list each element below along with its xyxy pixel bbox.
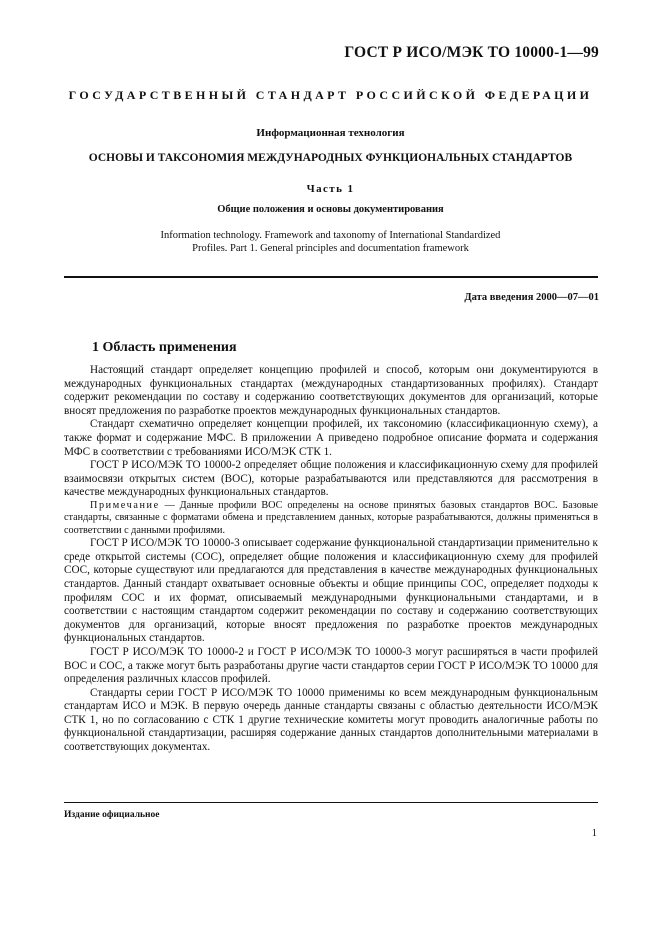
english-title-line-1: Information technology. Framework and taxonomy of International Standardized xyxy=(160,230,501,241)
part-title: Общие положения и основы документирования xyxy=(217,204,444,215)
edition-label: Издание официальное xyxy=(64,810,160,820)
paragraph: Настоящий стандарт определяет концепцию профилей и способ, которым они документируются в международных функциональных стандартах (международных стандартизованных профилях). Стандарт содержит рекомендации по составу и содержанию соответствующих документов для организаций, которые вносят предложения по разработке проектов международных функциональных стандартов. xyxy=(64,364,598,417)
english-title xyxy=(0,229,661,255)
footer-divider xyxy=(64,802,598,803)
note-paragraph xyxy=(64,500,598,537)
note-text: — Данные профили ВОС определены на основе принятых базовых стандартов ВОС. Базовые стандарты, связанные с форматами обмена и представлением данных, которые разрабатываются, должны применяться в соответствии с данными профилями. xyxy=(64,499,598,536)
page-number: 1 xyxy=(591,828,597,839)
paragraph: ГОСТ Р ИСО/МЭК ТО 10000-3 описывает содержание функциональной стандартизации применительно к среде открытой системы (СОС), определяет общие положения и классификационную схему для профилей СОС, которые существуют или предлагаются для представления в качестве международных функциональных стандартов. Данный стандарт охватывает основные объекты и общие принципы СОС, определяет подходы к профилям СОС и их формат, описываемый международными функциональными стандартами, и в соответствии с настоящим стандартом содержит рекомендации по составу и содержанию соответствующих документов для организаций, которые вносят предложения по разработке проектов международных функциональных стандартов. xyxy=(64,537,598,645)
date-introduced: Дата введения 2000—07—01 xyxy=(464,292,599,303)
note-label: Примечание xyxy=(90,499,160,511)
english-title-line-2: Profiles. Part 1. General principles and documentation framework xyxy=(192,243,469,254)
paragraph: Стандарты серии ГОСТ Р ИСО/МЭК ТО 10000 применимы ко всем международным функциональным стандартам ИСО и МЭК. В первую очередь данные стандарты связаны с областью деятельности ИСО/МЭК СТК 1, но по согласованию с СТК 1 другие технические комитеты могут проводить аналогичные работы по функциональной стандартизации, расширяя содержание данных стандартов дополнительными материалами в соответствующих документах. xyxy=(64,686,598,754)
paragraph: ГОСТ Р ИСО/МЭК ТО 10000-2 определяет общие положения и классификационную схему для профилей взаимосвязи открытых систем (ВОС), которые разрабатываются или представляются для рассмотрения в качестве международных функциональных стандартов. xyxy=(64,459,598,499)
paragraph: ГОСТ Р ИСО/МЭК ТО 10000-2 и ГОСТ Р ИСО/МЭК ТО 10000-3 могут расширяться в части профилей ВОС и СОС, а также могут быть разработаны другие части стандартов серии ГОСТ Р ИСО/МЭК ТО 10000 для определения различных классов профилей. xyxy=(64,645,598,686)
document-code: ГОСТ Р ИСО/МЭК ТО 10000-1—99 xyxy=(344,44,599,61)
paragraph: Стандарт схематично определяет концепции профилей, их таксономию (классификационную схему), а также формат и содержание МФС. В приложении А приведено подробное описание формата и содержания МФС в соответствии с требованиями ИСО/МЭК СТК 1. xyxy=(64,418,598,458)
state-standard-title: ГОСУДАРСТВЕННЫЙ СТАНДАРТ РОССИЙСКОЙ ФЕДЕРАЦИИ xyxy=(68,88,593,102)
subject-title: Информационная технология xyxy=(256,127,405,139)
section-body xyxy=(64,364,598,755)
main-title: ОСНОВЫ И ТАКСОНОМИЯ МЕЖДУНАРОДНЫХ ФУНКЦИОНАЛЬНЫХ СТАНДАРТОВ xyxy=(88,152,573,164)
part-label: Часть 1 xyxy=(306,183,355,195)
header-divider xyxy=(64,276,598,278)
section-heading: 1 Область применения xyxy=(92,340,237,355)
